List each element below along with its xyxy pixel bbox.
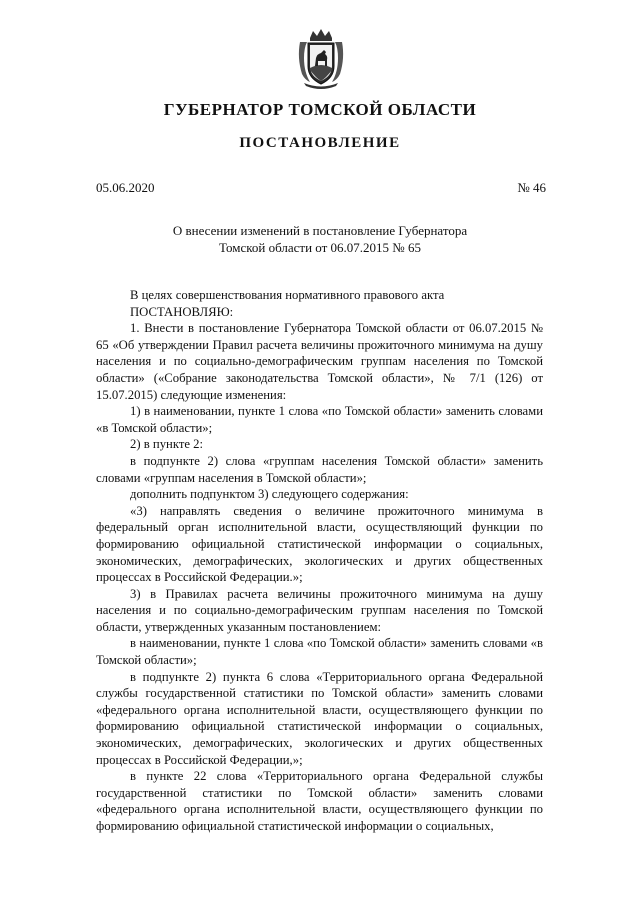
paragraph: 1) в наименовании, пункте 1 слова «по Томской области» заменить словами «в Томской области»;: [96, 404, 543, 435]
paragraph: 1. Внести в постановление Губернатора Томской области от 06.07.2015 № 65 «Об утверждении Правил расчета величины прожиточного минимума на душу населения и по социально-демографическим группам населения по Томской области» («Собрание законодательства Томской области», № 7/1 (126) от 15.07.2015) следующие изменения:: [96, 321, 543, 402]
document-body: [96, 287, 543, 835]
document-type: ПОСТАНОВЛЕНИЕ: [239, 135, 401, 151]
paragraph: «3) направлять сведения о величине прожиточного минимума в федеральный орган исполнительной власти, осуществляющий функции по формированию официальной статистической информации о социальных, экономических, демографических, экологических и других общественных процессах в Российской Федерации.»;: [96, 503, 543, 585]
document-number: № 46: [517, 180, 546, 195]
paragraph: в наименовании, пункте 1 слова «по Томской области» заменить словами «в Томской области»;: [96, 636, 543, 668]
governor-title: ГУБЕРНАТОР ТОМСКОЙ ОБЛАСТИ: [163, 100, 477, 119]
subject-line: Томской области от 06.07.2015 № 65: [219, 240, 421, 255]
paragraph: В целях совершенствования нормативного правового акта: [130, 288, 445, 302]
document-date: 05.06.2020: [96, 180, 155, 195]
paragraph: в подпункте 2) пункта 6 слова «Территориального органа Федеральной службы государственной статистики по Томской области» заменить словами «федерального органа исполнительной власти, осуществляющего функции по формированию официальной статистической информации о социальных, экономических, демографических, экологических и других общественных процессах в Российской Федерации,»;: [96, 669, 543, 767]
paragraph: в пункте 22 слова «Территориального органа Федеральной службы государственной статистики по Томской области» заменить словами «федерального органа исполнительной власти, осуществляющего функции по формированию официальной статистической информации о социальных,: [96, 769, 543, 833]
paragraph: дополнить подпунктом 3) следующего содержания:: [130, 487, 409, 502]
coat-of-arms-icon: [296, 28, 346, 90]
decree-word: ПОСТАНОВЛЯЮ:: [130, 304, 234, 319]
paragraph: в подпункте 2) слова «группам населения Томской области» заменить словами «группам населения в Томской области»;: [96, 453, 543, 485]
subject-line: О внесении изменений в постановление Губернатора: [172, 223, 468, 238]
paragraph: 2) в пункте 2:: [130, 437, 204, 452]
paragraph: 3) в Правилах расчета величины прожиточного минимума на душу населения и по социально-демографическим группам населения по Томской области, утвержденных указанным постановлением:: [96, 586, 543, 634]
document-subject: [150, 222, 490, 256]
